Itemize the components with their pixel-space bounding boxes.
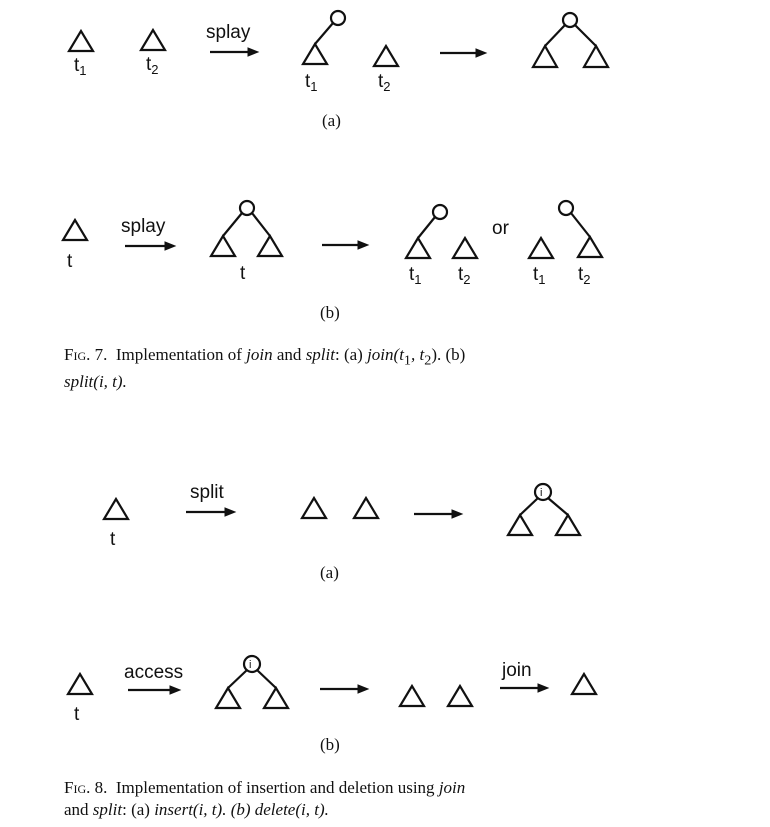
fig7b-right-tree (258, 236, 282, 256)
fig7a-diagram (69, 11, 608, 130)
fig7b-edge-left (223, 213, 242, 236)
fig7a-arrowhead-1 (248, 48, 258, 56)
fig7b-tree-t (63, 220, 87, 240)
fig7a-label-t2-after: $t_2$ (378, 71, 391, 94)
fig7b-or: or (492, 218, 509, 239)
fig7a-joined-left-tree (533, 46, 557, 67)
fig7-caption-split-call: split (64, 372, 94, 392)
fig7a-label-t2: $t_2$ (146, 54, 159, 77)
fig8a-panel-label: (a) (320, 563, 339, 582)
fig8b-arrowhead-1 (170, 686, 180, 694)
fig8b-edge-right (257, 670, 276, 688)
fig7a-tree-t1 (69, 31, 93, 51)
fig8a-right-tree (556, 515, 580, 535)
fig8-caption-join: join (438, 778, 466, 797)
fig7b-opt1-t2 (453, 238, 477, 258)
fig7b-opt2-label-t2: $t_2$ (578, 264, 591, 287)
fig8b-tree-result (572, 674, 596, 694)
fig8-caption-split: split (92, 800, 123, 819)
fig8a-tree-left (302, 498, 326, 518)
fig8a-edge-right (548, 498, 568, 515)
fig8-caption-delete: delete (254, 800, 296, 819)
fig8-caption-label: Fig. 8. (64, 778, 108, 797)
fig8b-op-access: access (124, 662, 184, 683)
fig8b-edge-left (228, 670, 247, 688)
fig8a-op-split: split (190, 482, 224, 503)
fig8b-tree-right (448, 686, 472, 706)
fig8-caption-text-1: Implementation of insertion and deletion using (115, 778, 439, 797)
fig7b-opt2-t1 (529, 238, 553, 258)
fig7a-label-t1: $t_1$ (74, 55, 87, 78)
fig7-caption-text-1: Implementation of (115, 345, 247, 364)
fig8a-tree-right (354, 498, 378, 518)
fig7b-opt1-edge (418, 217, 435, 238)
fig8a-diagram (104, 482, 580, 582)
fig8b-tree-t (68, 674, 92, 694)
fig7b-panel-label: (b) (320, 303, 340, 322)
fig8-caption-and: and (64, 800, 93, 819)
fig7a-op-splay: splay (206, 22, 251, 43)
fig8a-label-t: t (110, 529, 116, 550)
fig7-caption-and: and (272, 345, 306, 364)
fig8-caption-args-1: (i, t). (b) (192, 800, 255, 819)
fig8b-arrowhead-2 (358, 685, 368, 693)
fig7-caption-label: Fig. 7. (64, 345, 108, 364)
fig8b-label-t: t (74, 704, 80, 725)
fig7-caption-comma: , t (411, 345, 425, 364)
fig7b-edge-right (252, 213, 270, 236)
fig7b-opt1-root (433, 205, 447, 219)
fig8-caption-args-2: (i, t). (295, 800, 329, 819)
fig7-caption-join-call: join (367, 345, 394, 364)
fig7b-arrowhead-1 (165, 242, 175, 250)
fig8b-right-tree (264, 688, 288, 708)
fig8-caption-text-2: : (a) (122, 800, 155, 819)
fig8b-op-join: join (502, 660, 532, 681)
fig7b-opt2-edge (571, 213, 590, 237)
fig7b-op-splay: splay (121, 216, 166, 237)
fig7a-tree-t1-after (303, 44, 327, 64)
fig8a-tree-t (104, 499, 128, 519)
fig8b-diagram (68, 656, 596, 754)
fig7-caption-split: split (305, 345, 335, 364)
fig8b-panel-label: (b) (320, 735, 340, 754)
fig7a-joined-root (563, 13, 577, 27)
fig7a-tree-t2-after (374, 46, 398, 66)
fig8b-left-tree (216, 688, 240, 708)
fig8b-tree-left (400, 686, 424, 706)
fig8-caption (64, 777, 644, 821)
fig7-caption-args-2: (i, t). (93, 372, 127, 392)
fig7b-label-t: t (67, 251, 73, 272)
fig7b-opt1-t1 (406, 238, 430, 258)
fig7a-joined-edge-right (575, 25, 596, 46)
fig7a-edge (315, 23, 333, 44)
fig8a-node-label-i: i (540, 487, 543, 499)
fig7b-left-tree (211, 236, 235, 256)
fig7a-tree-t2 (141, 30, 165, 50)
fig7b-opt2-root (559, 201, 573, 215)
fig7-caption-sub-2: 2 (424, 352, 432, 369)
fig8-caption-insert: insert (154, 800, 193, 819)
fig7b-opt2-t2 (578, 237, 602, 257)
fig7-caption-join: join (246, 345, 273, 364)
fig8a-edge-left (520, 498, 538, 515)
fig7-caption (64, 344, 644, 393)
fig7a-label-t1-after: $t_1$ (305, 71, 318, 94)
fig7b-opt1-label-t1: $t_1$ (409, 264, 422, 287)
fig7-caption-text-3: ). (b) (431, 345, 466, 364)
fig7b-opt1-label-t2: $t_2$ (458, 264, 471, 287)
fig8a-arrowhead-1 (225, 508, 235, 516)
fig7b-label-t-mid: t (240, 263, 246, 284)
fig7-caption-text-2: : (a) (334, 345, 368, 364)
fig7a-arrowhead-2 (476, 49, 486, 57)
fig8a-arrowhead-2 (452, 510, 462, 518)
fig7-caption-sub-1: 1 (403, 352, 411, 369)
fig7b-arrowhead-2 (358, 241, 368, 249)
fig8b-node-label-i: i (249, 659, 252, 671)
fig7a-joined-edge-left (545, 25, 565, 46)
fig7b-diagram (63, 201, 602, 322)
fig8a-left-tree (508, 515, 532, 535)
fig8b-arrowhead-3 (538, 684, 548, 692)
fig7a-root-node (331, 11, 345, 25)
fig7a-joined-right-tree (584, 46, 608, 67)
fig7b-root-node (240, 201, 254, 215)
fig7b-opt2-label-t1: $t_1$ (533, 264, 546, 287)
fig7-caption-args-1: (t (393, 345, 404, 364)
fig7a-panel-label: (a) (322, 111, 341, 130)
